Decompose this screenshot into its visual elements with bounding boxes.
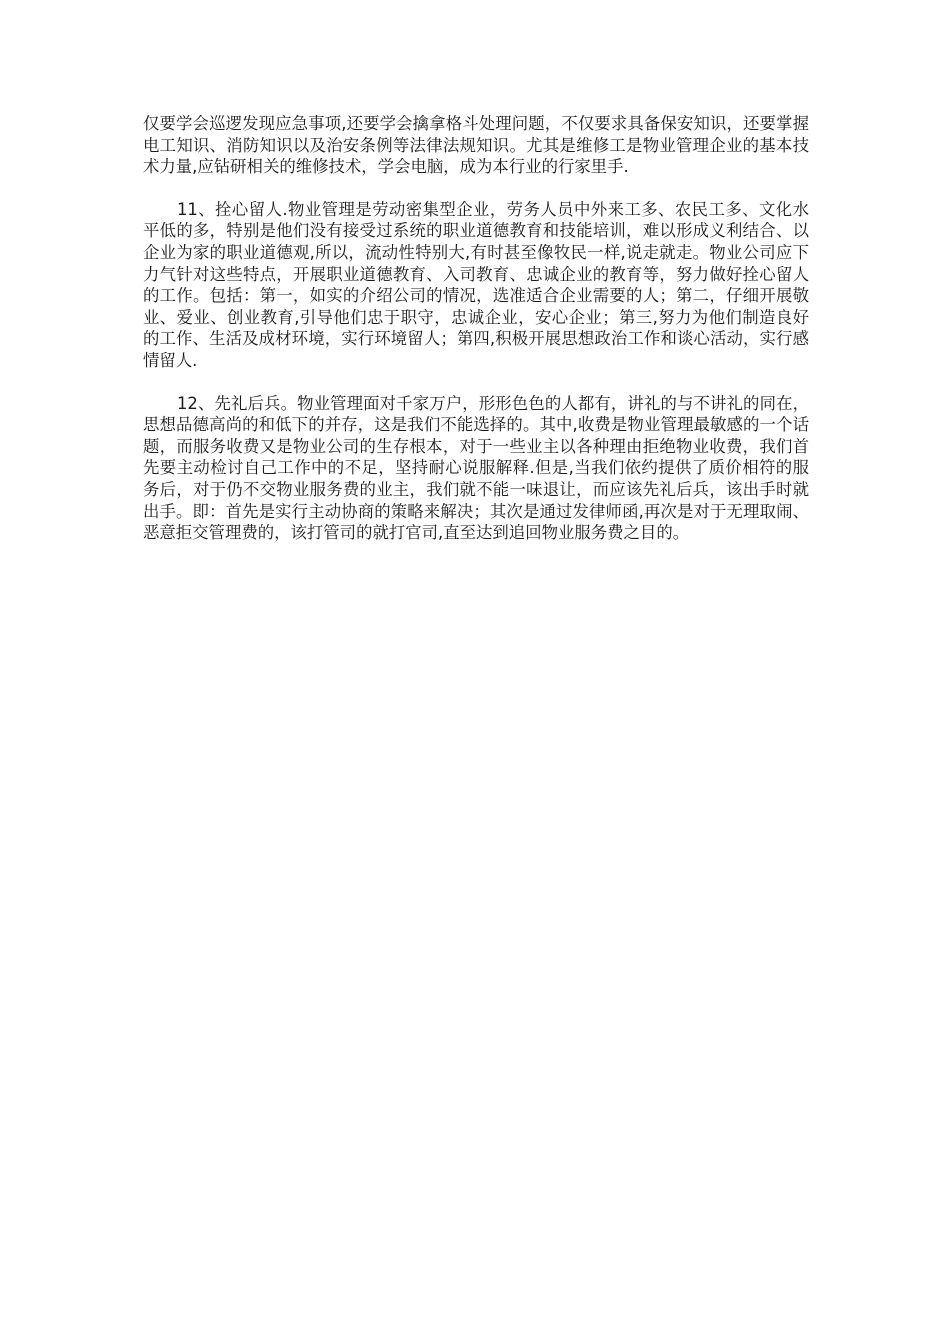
paragraph-item-11: 11、拴心留人.物业管理是劳动密集型企业，劳务人员中外来工多、农民工多、文化水平低的多，特别是他们没有接受过系统的职业道德教育和技能培训，难以形成义利结合、以企业为家的职业道德观,所以，流动性特别大,有时甚至像牧民一样,说走就走。物业公司应下力气针对这些特点，开展职业道德教育、入司教育、忠诚企业的教育等，努力做好拴心留人的工作。包括：第一，如实的介绍公司的情况，选准适合企业需要的人；第二，仔细开展敬业、爱业、创业教育,引导他们忠于职守，忠诚企业，安心企业；第三,努力为他们制造良好的工作、生活及成材环境，实行环境留人；第四,积极开展思想政治工作和谈心活动，实行感情留人. bbox=[143, 199, 809, 370]
paragraph-continuation: 仅要学会巡逻发现应急事项,还要学会擒拿格斗处理问题，不仅要求具备保安知识，还要掌握电工知识、消防知识以及治安条例等法律法规知识。尤其是维修工是物业管理企业的基本技术力量,应钻研相关的维修技术，学会电脑，成为本行业的行家里手. bbox=[143, 114, 809, 177]
document-body bbox=[143, 113, 809, 565]
paragraph-item-12: 12、先礼后兵。物业管理面对千家万户，形形色色的人都有，讲礼的与不讲礼的同在，思想品德高尚的和低下的并存，这是我们不能选择的。其中,收费是物业管理最敏感的一个话题，而服务收费又是物业公司的生存根本，对于一些业主以各种理由拒绝物业收费，我们首先要主动检讨自己工作中的不足，坚持耐心说服解释.但是,当我们依约提供了质价相符的服务后，对于仍不交物业服务费的业主，我们就不能一味退让，而应该先礼后兵，该出手时就出手。即：首先是实行主动协商的策略来解决；其次是通过发律师函,再次是对于无理取闹、恶意拒交管理费的，该打管司的就打官司,直至达到追回物业服务费之目的。 bbox=[143, 393, 809, 543]
